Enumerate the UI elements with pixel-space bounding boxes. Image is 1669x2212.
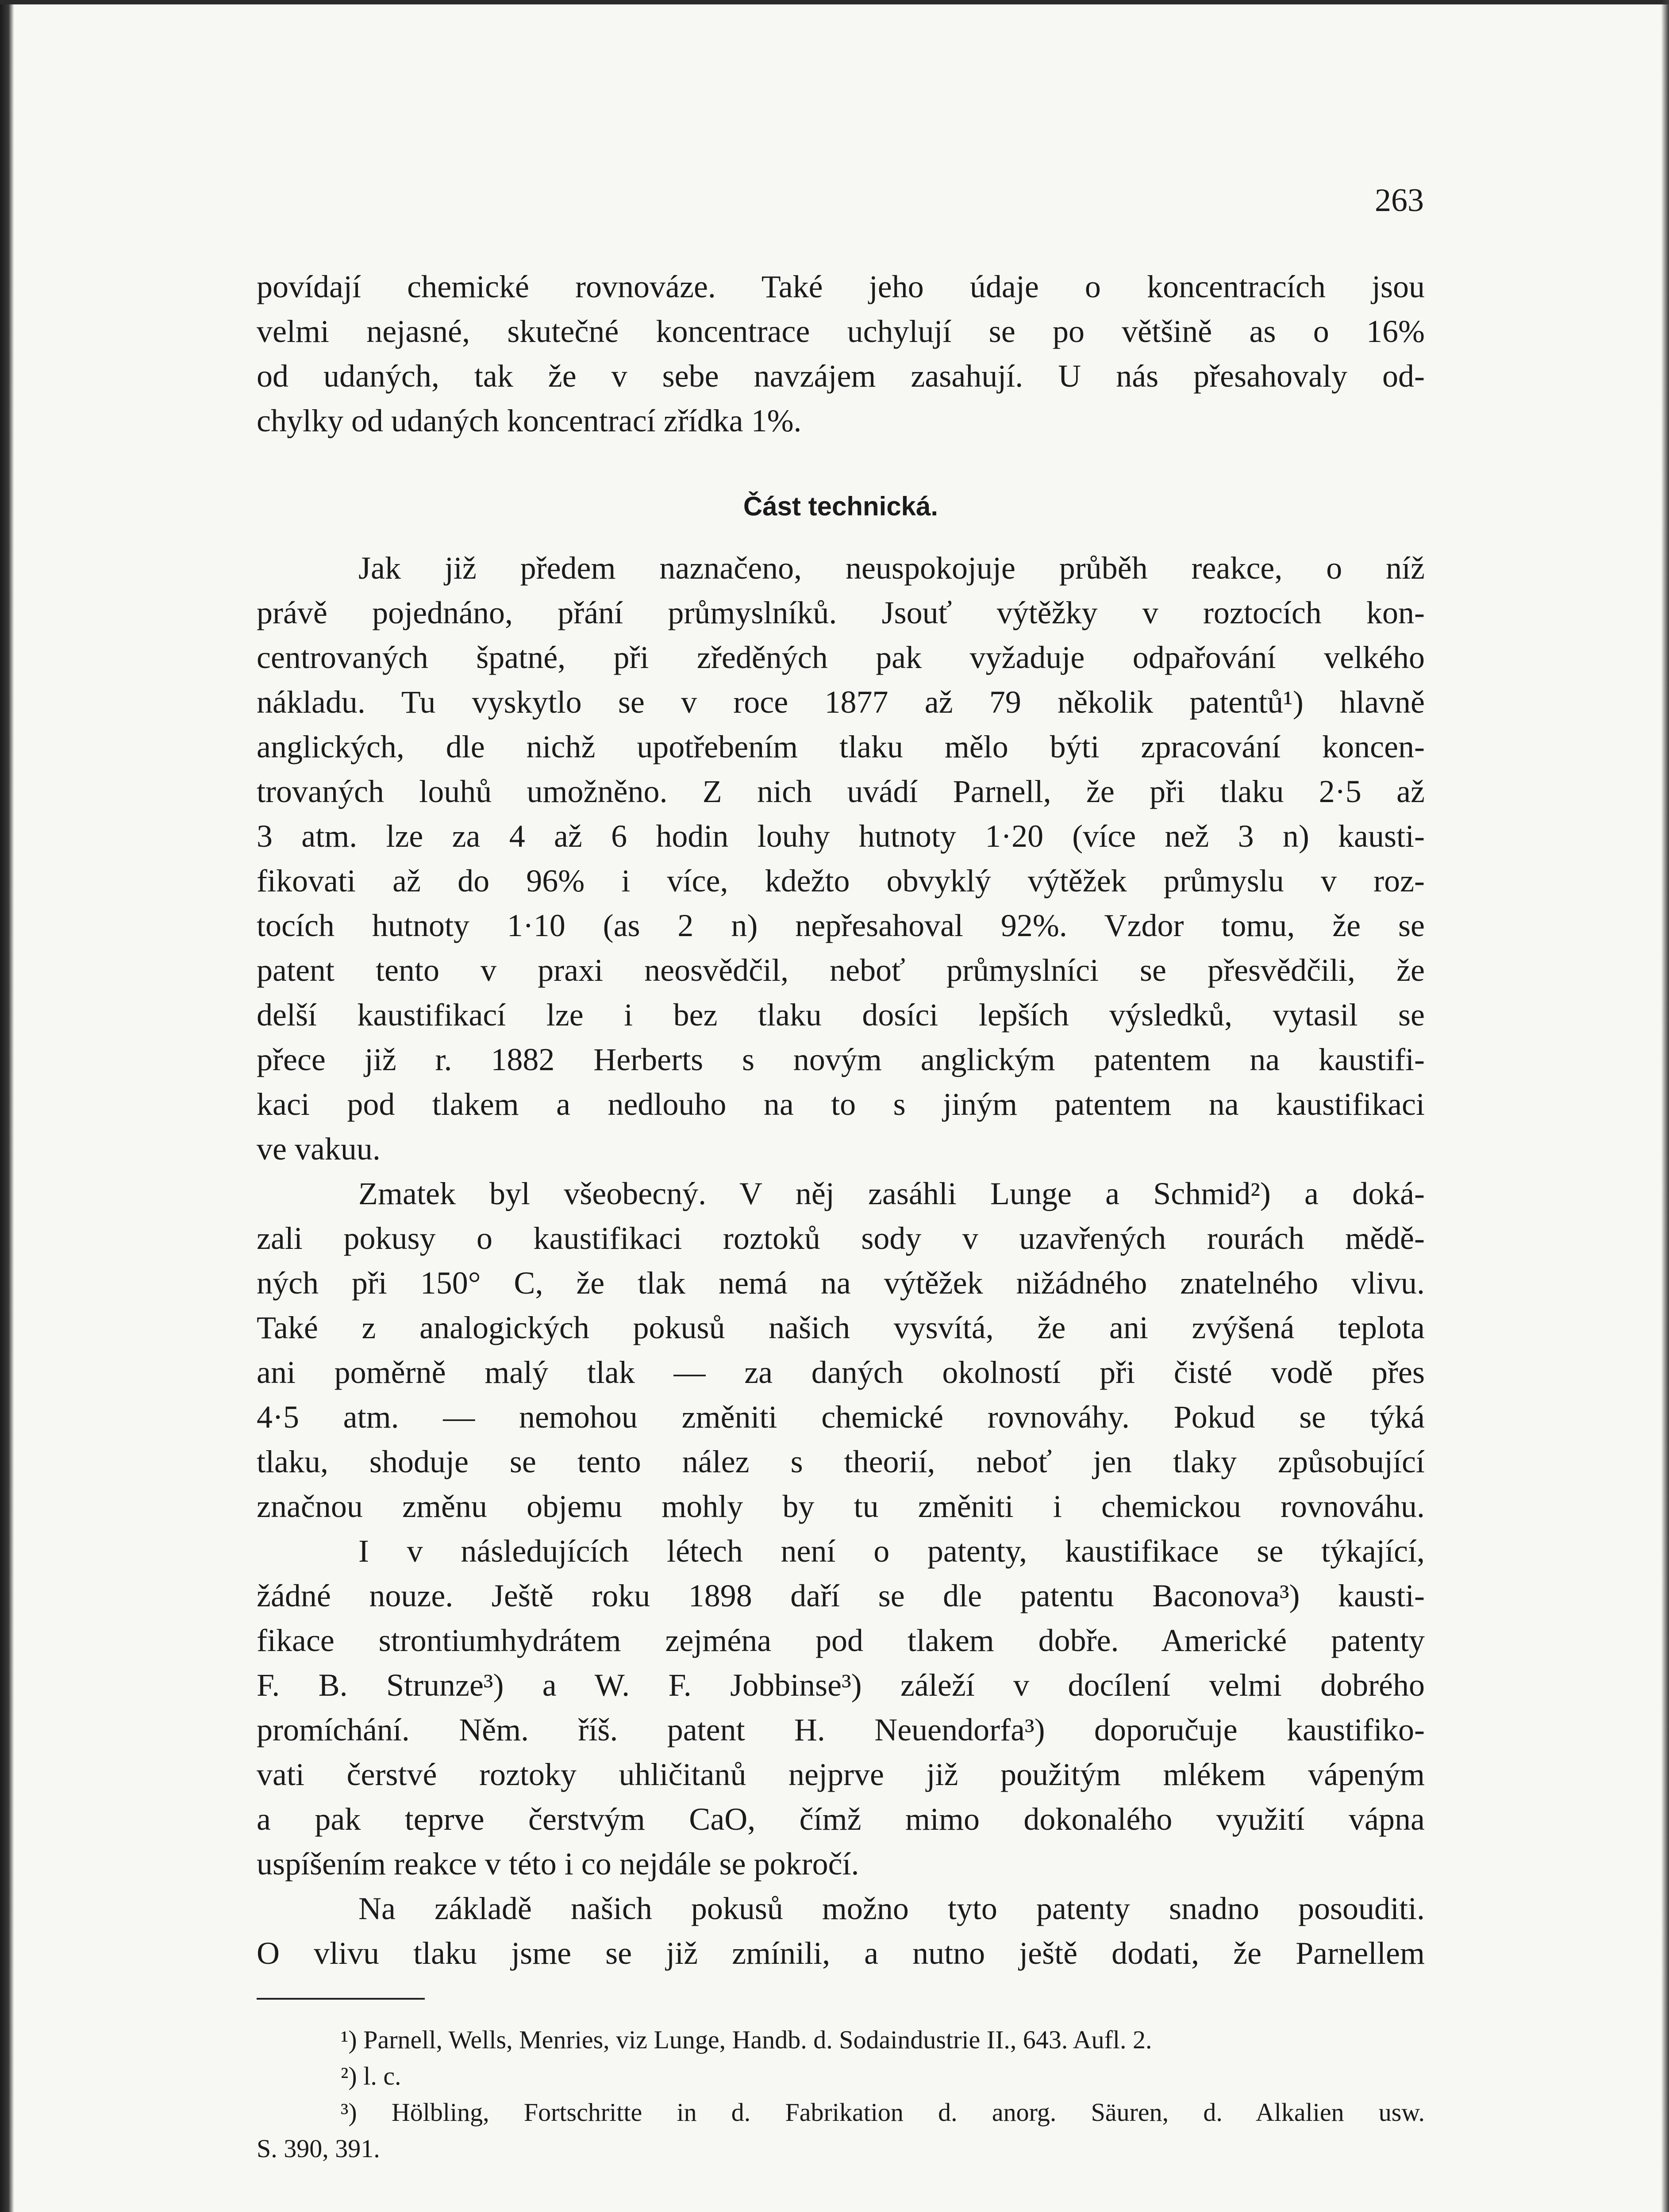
text-line: delší kaustifikací lze i bez tlaku dosíci lepších výsledků, vytasil se: [257, 997, 1425, 1033]
body-text: [257, 546, 1425, 1976]
text-line: vati čerstvé roztoky uhličitanů nejprve již použitým mlékem vápeným: [257, 1757, 1425, 1792]
text-line: F. B. Strunze³) a W. F. Jobbinse³) záleží v docílení velmi dobrého: [257, 1667, 1425, 1703]
text-line: chylky od udaných koncentrací zřídka 1%.: [257, 403, 802, 438]
text-line: zali pokusy o kaustifikaci roztoků sody v uzavřených rourách mědě-: [257, 1221, 1425, 1256]
text-line: patent tento v praxi neosvědčil, neboť průmyslníci se přesvědčili, že: [257, 952, 1425, 988]
scan-border-right: [1661, 0, 1669, 2212]
scan-border-left: [0, 0, 14, 2212]
section-heading: Část technická.: [743, 492, 938, 521]
page-number: 263: [1375, 182, 1424, 219]
text-line: fikovati až do 96% i více, kdežto obvyklý výtěžek průmyslu v roz-: [257, 863, 1425, 899]
text-line: I v následujících létech není o patenty, kaustifikace se týkající,: [358, 1533, 1425, 1569]
footnote-separator: [257, 1998, 425, 2000]
text-line: ve vakuu.: [257, 1131, 381, 1167]
text-line: promíchání. Něm. říš. patent H. Neuendorfa³) doporučuje kaustifiko-: [257, 1712, 1425, 1747]
paragraph-3: [257, 1529, 1425, 1886]
footnote-3-continued: S. 390, 391.: [257, 2134, 380, 2163]
text-line: žádné nouze. Ještě roku 1898 daří se dle patentu Baconova³) kausti-: [257, 1578, 1425, 1613]
text-line: přece již r. 1882 Herberts s novým anglickým patentem na kaustifi-: [257, 1042, 1425, 1077]
text-line: anglických, dle nichž upotřebením tlaku mělo býti zpracování koncen-: [257, 729, 1425, 764]
text-line: a pak teprve čerstvým CaO, čímž mimo dokonalého využití vápna: [257, 1801, 1425, 1837]
text-line: tlaku, shoduje se tento nález s theorií, neboť jen tlaky způsobující: [257, 1444, 1425, 1479]
text-line: 3 atm. lze za 4 až 6 hodin louhy hutnoty 1·20 (více než 3 n) kausti-: [257, 818, 1425, 854]
text-line: Na základě našich pokusů možno tyto patenty snadno posouditi.: [358, 1891, 1425, 1926]
text-line: trovaných louhů umožněno. Z nich uvádí Parnell, že při tlaku 2·5 až: [257, 774, 1425, 809]
scan-border-top: [0, 0, 1669, 4]
footnote-3: ³) Hölbling, Fortschritte in d. Fabrikation d. anorg. Säuren, d. Alkalien usw.: [341, 2098, 1425, 2127]
text-line: kaci pod tlakem a nedlouho na to s jiným patentem na kaustifikaci: [257, 1087, 1425, 1122]
text-line: uspíšením reakce v této i co nejdále se pokročí.: [257, 1846, 859, 1882]
footnote-1: ¹) Parnell, Wells, Menries, viz Lunge, Handb. d. Sodaindustrie II., 643. Aufl. 2.: [341, 2025, 1152, 2054]
text-line: nákladu. Tu vyskytlo se v roce 1877 až 79 několik patentů¹) hlavně: [257, 684, 1425, 720]
text-line: ani poměrně malý tlak — za daných okolností při čisté vodě přes: [257, 1355, 1425, 1390]
text-line: povídají chemické rovnováze. Také jeho údaje o koncentracích jsou: [257, 269, 1425, 304]
text-line: od udaných, tak že v sebe navzájem zasahují. U nás přesahovaly od-: [257, 358, 1425, 394]
paragraph-1: [257, 546, 1425, 1171]
text-line: centrovaných špatné, při zředěných pak vyžaduje odpařování velkého: [257, 640, 1425, 675]
text-line: velmi nejasné, skutečné koncentrace uchylují se po většině as o 16%: [257, 314, 1425, 349]
text-line: fikace strontiumhydrátem zejména pod tlakem dobře. Americké patenty: [257, 1623, 1425, 1658]
text-line: O vlivu tlaku jsme se již zmínili, a nutno ještě dodati, že Parnellem: [257, 1936, 1425, 1971]
footnotes: [257, 2022, 1425, 2167]
text-line: tocích hutnoty 1·10 (as 2 n) nepřesahoval 92%. Vzdor tomu, že se: [257, 908, 1425, 943]
text-line: 4·5 atm. — nemohou změniti chemické rovnováhy. Pokud se týká: [257, 1399, 1425, 1435]
intro-paragraph: [257, 265, 1425, 443]
text-line: ných při 150° C, že tlak nemá na výtěžek nižádného znatelného vlivu.: [257, 1265, 1425, 1301]
paragraph-2: [257, 1171, 1425, 1529]
text-line: Zmatek byl všeobecný. V něj zasáhli Lunge a Schmid²) a doká-: [358, 1176, 1425, 1211]
text-line: právě pojednáno, přání průmyslníků. Jsouť výtěžky v roztocích kon-: [257, 595, 1425, 630]
text-line: Jak již předem naznačeno, neuspokojuje průběh reakce, o níž: [358, 550, 1425, 586]
footnote-2: ²) l. c.: [341, 2062, 401, 2090]
text-line: Také z analogických pokusů našich vysvítá, že ani zvýšená teplota: [257, 1310, 1425, 1345]
paragraph-4: [257, 1886, 1425, 1976]
text-line: značnou změnu objemu mohly by tu změniti i chemickou rovnováhu.: [257, 1489, 1425, 1524]
